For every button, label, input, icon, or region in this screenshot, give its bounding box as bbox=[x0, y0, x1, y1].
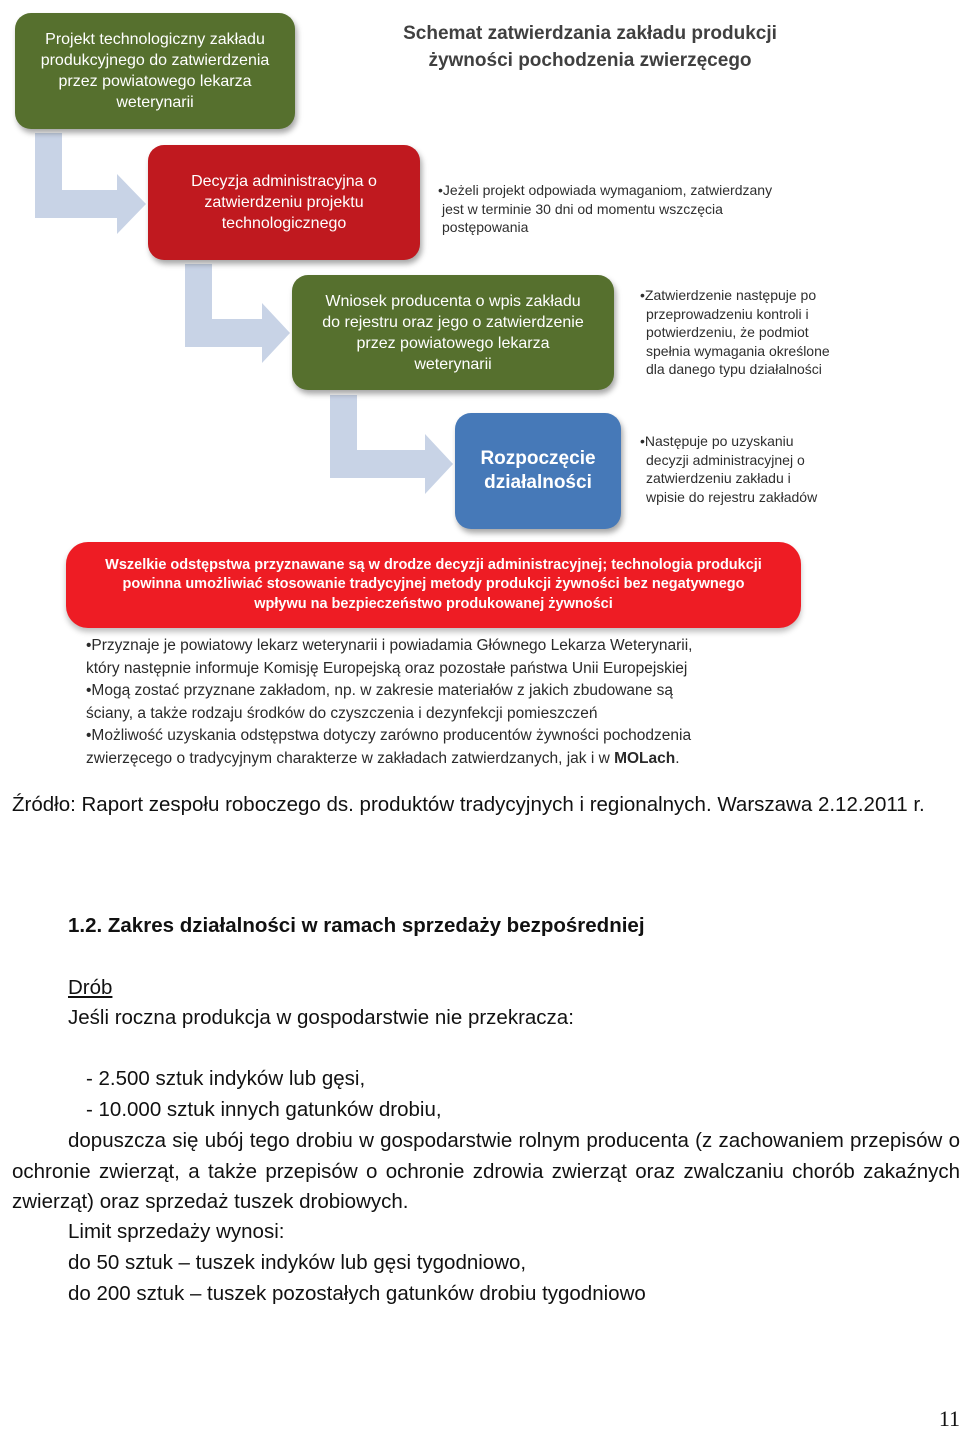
page-number: 11 bbox=[938, 1406, 960, 1431]
section-heading: 1.2. Zakres działalności w ramach sprzedaży bezpośredniej bbox=[68, 914, 645, 937]
note-line: jest w terminie 30 dni od momentu wszczęcia bbox=[442, 200, 723, 217]
box-text: zatwierdzeniu projektu bbox=[204, 194, 364, 211]
flow-arrow-2 bbox=[185, 264, 290, 363]
note-line: •Zatwierdzenie następuje po bbox=[640, 287, 817, 303]
derogations-banner bbox=[66, 542, 801, 628]
box-text: Wniosek producenta o wpis zakładu bbox=[325, 292, 581, 310]
box-text: przez powiatowego lekarza bbox=[356, 334, 550, 352]
bullet-line: zwierzęcego o tradycyjnym charakterze w zakładach zatwierdzanych, jak i w bbox=[86, 749, 615, 767]
bullet-line: •Możliwość uzyskania odstępstwa dotyczy zarówno producentów żywności pochodzenia bbox=[86, 727, 692, 744]
list-item-turkeys-geese: - 2.500 sztuk indyków lub gęsi, bbox=[86, 1067, 366, 1090]
box-text: Projekt technologiczny zakładu bbox=[45, 31, 265, 48]
box-text: weterynarii bbox=[116, 94, 194, 111]
bullet-end: . bbox=[675, 749, 680, 767]
box-administrative-decision bbox=[148, 145, 420, 260]
note-line: •Jeżeli projekt odpowiada wymaganiom, zatwierdzany bbox=[438, 182, 773, 198]
banner-line: wpływu na bezpieczeństwo produkowanej żywności bbox=[254, 595, 613, 612]
diagram-title-line: żywności pochodzenia zwierzęcego bbox=[428, 50, 752, 71]
note-line: dla danego typu działalności bbox=[646, 361, 822, 377]
production-condition: Jeśli roczna produkcja w gospodarstwie nie przekracza: bbox=[68, 1006, 574, 1029]
note-line: •Następuje po uzyskaniu bbox=[640, 433, 794, 449]
box-producer-request bbox=[292, 275, 614, 390]
flow-arrow-1 bbox=[35, 133, 146, 234]
box-text: Decyzja administracyjna o bbox=[191, 173, 377, 190]
diagram-title bbox=[380, 20, 800, 74]
note-line: zatwierdzeniu zakładu i bbox=[646, 470, 791, 486]
diagram-title-line: Schemat zatwierdzania zakładu produkcji bbox=[403, 23, 777, 44]
note-decision bbox=[438, 181, 828, 237]
banner-line: Wszelkie odstępstwa przyznawane są w drodze decyzji administracyjnej; technologia produkcji bbox=[105, 556, 762, 573]
slaughter-paragraph: dopuszcza się ubój tego drobiu w gospodarstwie rolnym producenta (z zachowaniem przepisów o ochronie zwierząt, a także przepisów o ochronie zdrowia zwierząt oraz zwalczaniu chorób zakaźnych zwierząt) oraz sprzedaż tuszek drobiowych. bbox=[12, 1129, 960, 1213]
bullet-item bbox=[86, 725, 806, 770]
bullet-line: który następnie informuje Komisję Europejską oraz pozostałe państwa Unii Europejskiej bbox=[86, 659, 688, 677]
note-line: wpisie do rejestru zakładów bbox=[646, 488, 818, 505]
note-line: decyzji administracyjnej o bbox=[646, 451, 805, 468]
box-start-activity bbox=[455, 413, 621, 529]
bullet-line: •Przyznaje je powiatowy lekarz weterynarii i powiadamia Głównego Lekarza Weterynarii, bbox=[86, 637, 693, 654]
box-text: produkcyjnego do zatwierdzenia bbox=[40, 52, 270, 69]
bullet-item bbox=[86, 635, 806, 680]
box-text: działalności bbox=[484, 472, 592, 493]
flow-arrow-3 bbox=[330, 395, 453, 494]
box-text: technologicznego bbox=[221, 215, 347, 232]
bullet-line: •Mogą zostać przyznane zakładom, np. w zakresie materiałów z jakich zbudowane są bbox=[86, 682, 673, 699]
box-text: weterynarii bbox=[414, 355, 492, 373]
sales-limit-other: do 200 sztuk – tuszek pozostałych gatunków drobiu tygodniowo bbox=[68, 1282, 646, 1305]
note-start bbox=[640, 432, 860, 506]
box-text: do rejestru oraz jego o zatwierdzenie bbox=[322, 313, 584, 331]
derogation-bullets bbox=[86, 635, 806, 770]
note-line: przeprowadzeniu kontroli i bbox=[646, 305, 809, 322]
bullet-item bbox=[86, 680, 806, 725]
subheading-poultry: Drób bbox=[68, 976, 113, 999]
banner-line: powinna umożliwiać stosowanie tradycyjnej metody produkcji żywności bez negatywnego bbox=[122, 576, 745, 593]
bullet-brand: MOLach bbox=[614, 749, 676, 767]
bullet-line: ściany, a także rodzaju środków do czyszczenia i dezynfekcji pomieszczeń bbox=[86, 704, 598, 722]
box-technological-project bbox=[15, 13, 295, 129]
sales-limit-turkeys: do 50 sztuk – tuszek indyków lub gęsi tygodniowo, bbox=[68, 1251, 527, 1274]
source-citation: Źródło: Raport zespołu roboczego ds. produktów tradycyjnych i regionalnych. Warszawa 2.12.2011 r. bbox=[12, 793, 925, 816]
note-line: potwierdzeniu, że podmiot bbox=[646, 324, 809, 340]
list-item-other-poultry: - 10.000 sztuk innych gatunków drobiu, bbox=[86, 1098, 442, 1121]
box-text: przez powiatowego lekarza bbox=[58, 73, 252, 90]
note-line: postępowania bbox=[442, 219, 529, 235]
note-request bbox=[640, 286, 870, 379]
box-text: Rozpoczęcie bbox=[480, 448, 596, 469]
sales-limit-label: Limit sprzedaży wynosi: bbox=[68, 1220, 285, 1243]
note-line: spełnia wymagania określone bbox=[646, 342, 830, 359]
